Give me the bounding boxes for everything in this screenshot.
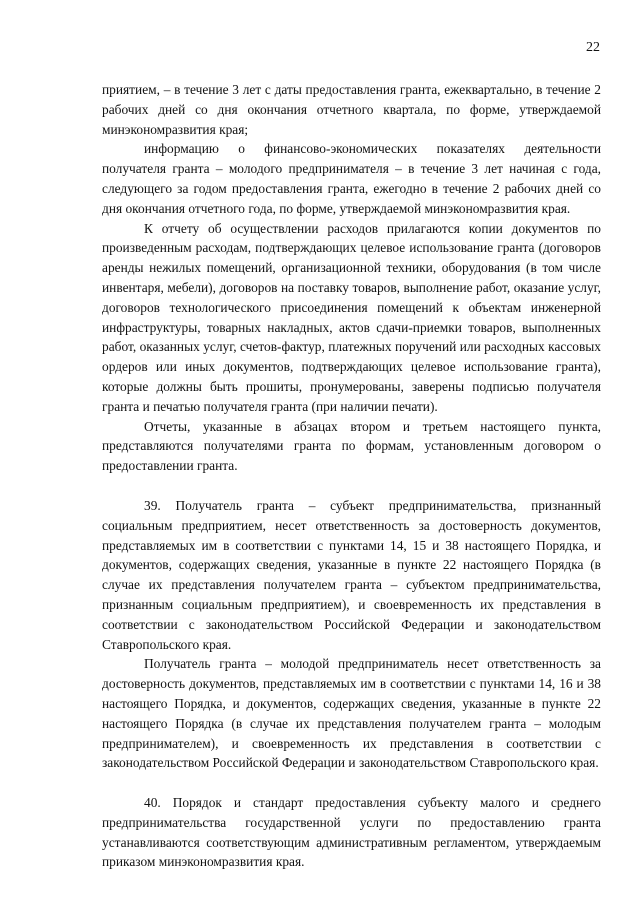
paragraph-continuation: приятием, – в течение 3 лет с даты предоставления гранта, ежеквартально, в течение 2 рабочих дней со дня окончания отчетного квартала, по форме, утверждаемой минэкономразвития края;	[102, 82, 601, 137]
paragraph-item-40: 40. Порядок и стандарт предоставления субъекту малого и среднего предпринимательства государственной услуги по предоставлению гранта устанавливаются соответствующим административным регламентом, утверждаемым приказом минэкономразвития края.	[102, 795, 601, 870]
document-body	[102, 80, 601, 872]
page-number: 22	[586, 40, 600, 55]
paragraph-financial-info: информацию о финансово-экономических показателях деятельности получателя гранта – молодого предпринимателя – в течение 3 лет начиная с года, следующего за годом предоставления гранта, ежегодно в течение 2 рабочих дней со дня окончания отчетного года, по форме, утверждаемой минэкономразвития края.	[102, 141, 601, 216]
paragraph-item-39: 39. Получатель гранта – субъект предпринимательства, признанный социальным предприятием, несет ответственность за достоверность документов, представляемых им в соответствии с пунктами 14, 15 и 38 настоящего Порядка, и документов, содержащих сведения, указанные в пункте 22 настоящего Порядка (в случае их представления получателем гранта – субъектом предпринимательства, признанным социальным предприятием), и своевременность их представления в соответствии с законодательством Российской Федерации и законодательством Ставропольского края.	[102, 497, 601, 652]
paragraph-young-entrepreneur-responsibility: Получатель гранта – молодой предприниматель несет ответственность за достоверность документов, представляемых им в соответствии с пунктами 14, 16 и 38 настоящего Порядка, и документов, содержащих сведения, указанные в пункте 22 настоящего Порядка (в случае их представления получателем гранта – молодым предпринимателем), и своевременность их представления в соответствии с законодательством Российской Федерации и законодательством Ставропольского края.	[102, 656, 601, 771]
paragraph-report-attachments: К отчету об осуществлении расходов прилагаются копии документов по произведенным расходам, подтверждающих целевое использование гранта (договоров аренды нежилых помещений, организационной техники, оборудования (в том числе инвентаря, мебели), договоров на поставку товаров, выполнение работ, оказание услуг, договоров технологического присоединения помещений к объектам инженерной инфраструктуры, товарных накладных, актов сдачи-приемки товаров, выполненных работ, оказанных услуг, счетов-фактур, платежных поручений или расходных кассовых ордеров или иных документов, подтверждающих целевое использование гранта), которые должны быть прошиты, пронумерованы, заверены подписью получателя гранта и печатью получателя гранта (при наличии печати).	[102, 220, 601, 414]
paragraph-report-forms: Отчеты, указанные в абзацах втором и третьем настоящего пункта, представляются получателями гранта по формам, установленным договором о предоставлении гранта.	[102, 418, 601, 474]
